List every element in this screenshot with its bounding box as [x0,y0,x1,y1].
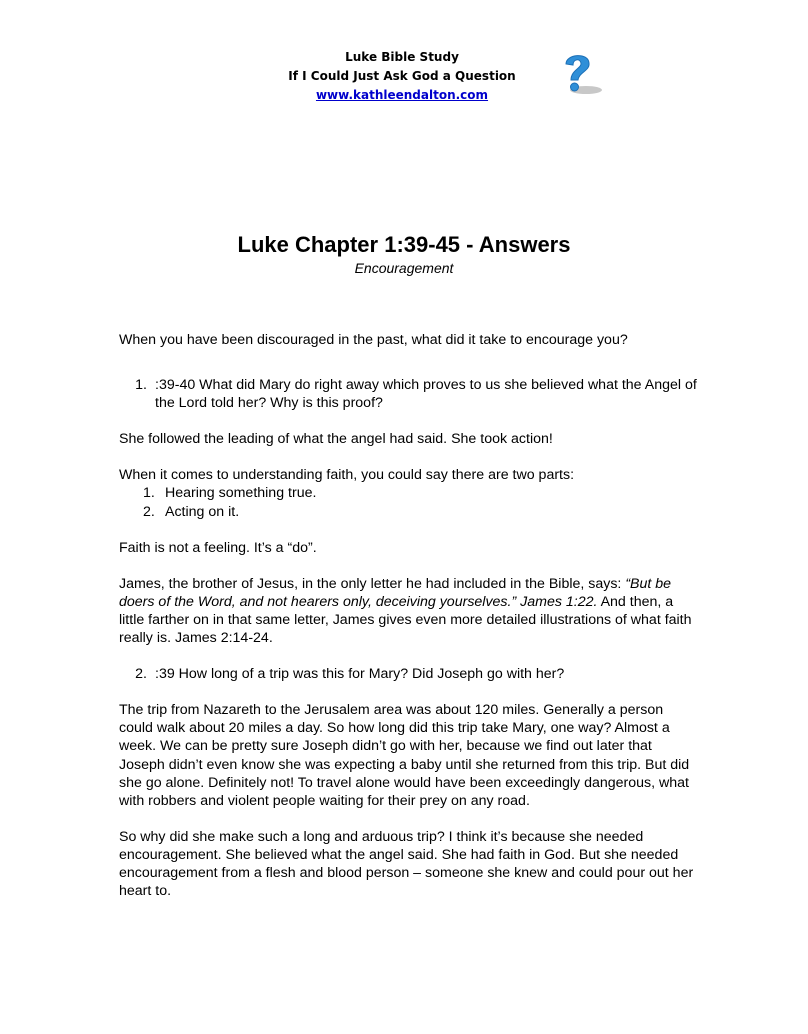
question-2 [119,665,699,683]
answer-1: She followed the leading of what the angel had said. She took action! [119,431,553,448]
study-subtitle: If I Could Just Ask God a Question [288,69,516,83]
document-body [119,331,699,900]
intro-question: When you have been discouraged in the past, what did it take to encourage you? [119,332,628,348]
james-paragraph [119,575,699,647]
faith-part [119,484,699,502]
page-title: Luke Chapter 1:39-45 - Answers [237,232,571,257]
faith-statement: Faith is not a feeling. It’s a “do”. [119,539,317,556]
question-1 [119,376,699,412]
faith-intro: When it comes to understanding faith, you could say there are two parts: [119,467,575,484]
question-mark-icon [556,50,606,98]
question-text: :39 How long of a trip was this for Mary? Did Joseph go with her? [155,666,565,683]
part-text: Hearing something true. [165,485,317,502]
james-quote: “But be doers of the Word, and not hearers only, deceiving yourselves.” James 1:22. [119,575,672,610]
question-text: :39-40 What did Mary do right away which proves to us she believed what the Angel of the Lord told her? Why is this proof? [155,377,697,412]
page-subtitle: Encouragement [354,260,454,276]
answer-3: So why did she make such a long and arduous trip? I think it’s because she needed encouragement. She believed what the angel said. She had faith in God. But she needed encouragement from a flesh and blood person – someone she knew and could pour out her heart to. [119,828,694,900]
part-number: 1. [143,485,155,502]
website-link[interactable]: www.kathleendalton.com [315,88,489,102]
question-hook [566,56,589,80]
question-number: 1. [135,377,147,394]
question-number: 2. [135,666,147,683]
study-name: Luke Bible Study [345,50,459,64]
faith-part [119,503,699,521]
document-header [0,48,808,105]
question-dot [571,83,579,91]
james-rest: And then, a little farther on in that same letter, James gives even more detailed illustrations of what faith really is. James 2:14-24. [119,593,692,647]
james-lead: James, the brother of Jesus, in the only letter he had included in the Bible, says: [119,575,622,592]
answer-2: The trip from Nazareth to the Jerusalem area was about 120 miles. Generally a person could walk about 20 miles a day. So how long did this trip take Mary, one way? Almost a week. We can be pretty sure Joseph didn’t go with her, because we find out later that Joseph didn’t even know she was expecting a baby until she returned from this trip. But did she go alone. Definitely not! To travel alone would have been exceedingly dangerous, what with robbers and violent people waiting for their prey on any road. [119,702,690,809]
part-text: Acting on it. [165,503,240,520]
part-number: 2. [143,503,155,520]
